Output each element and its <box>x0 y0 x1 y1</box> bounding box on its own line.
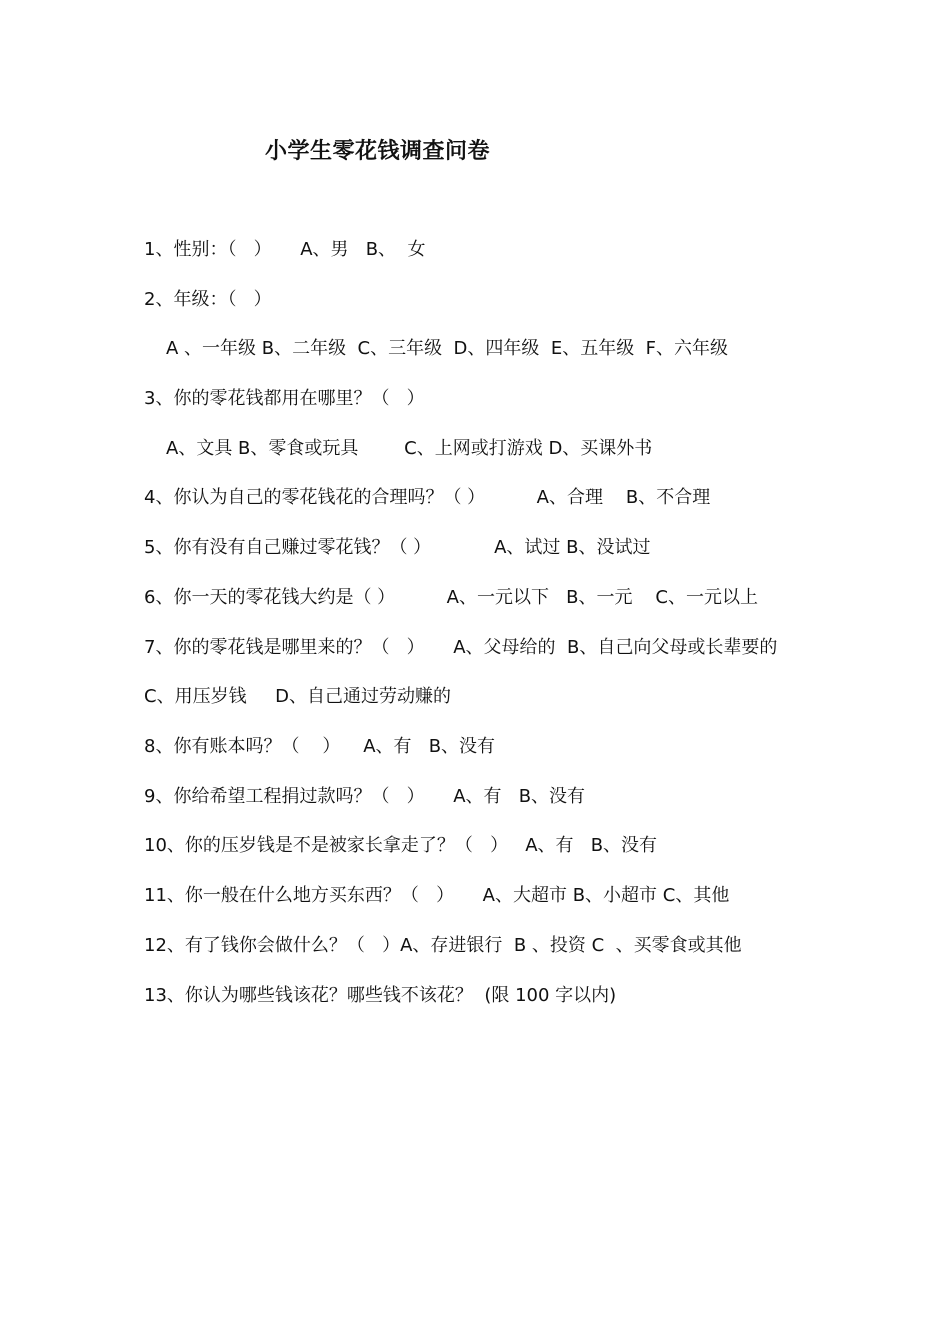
question-3-options: A、文具 B、零食或玩具 C、上网或打游戏 D、买课外书 <box>166 438 653 459</box>
question-6-daily-amount: 6、你一天的零花钱大约是（ ） A、一元以下 B、一元 C、一元以上 <box>144 587 758 608</box>
question-4-reasonable: 4、你认为自己的零花钱花的合理吗？（ ） A、合理 B、不合理 <box>144 487 711 508</box>
question-7-source: 7、你的零花钱是哪里来的？（ ） A、父母给的 B、自己向父母或长辈要的 <box>144 637 778 658</box>
question-7-options-continued: C、用压岁钱 D、自己通过劳动赚的 <box>144 686 452 707</box>
question-2-options: A 、一年级 B、二年级 C、三年级 D、四年级 E、五年级 F、六年级 <box>166 338 729 359</box>
question-13-open-ended: 13、你认为哪些钱该花？哪些钱不该花？ (限 100 字以内) <box>144 985 617 1006</box>
question-1-gender: 1、性别：（ ） A、男 B、 女 <box>144 239 426 260</box>
document-title: 小学生零花钱调查问卷 <box>265 139 491 164</box>
question-12-use-of-money: 12、有了钱你会做什么？（ ）A、存进银行 B 、投资 C 、买零食或其他 <box>144 935 742 956</box>
question-2-grade: 2、年级：（ ） <box>144 289 272 310</box>
question-8-ledger: 8、你有账本吗？（ ） A、有 B、没有 <box>144 736 496 757</box>
question-11-shopping-place: 11、你一般在什么地方买东西？（ ） A、大超市 B、小超市 C、其他 <box>144 885 730 906</box>
question-3-spending: 3、你的零花钱都用在哪里？（ ） <box>144 388 425 409</box>
question-9-donation: 9、你给希望工程捐过款吗？（ ） A、有 B、没有 <box>144 786 586 807</box>
question-10-lucky-money: 10、你的压岁钱是不是被家长拿走了？（ ） A、有 B、没有 <box>144 835 658 856</box>
question-5-earned: 5、你有没有自己赚过零花钱？（ ） A、试过 B、没试过 <box>144 537 651 558</box>
